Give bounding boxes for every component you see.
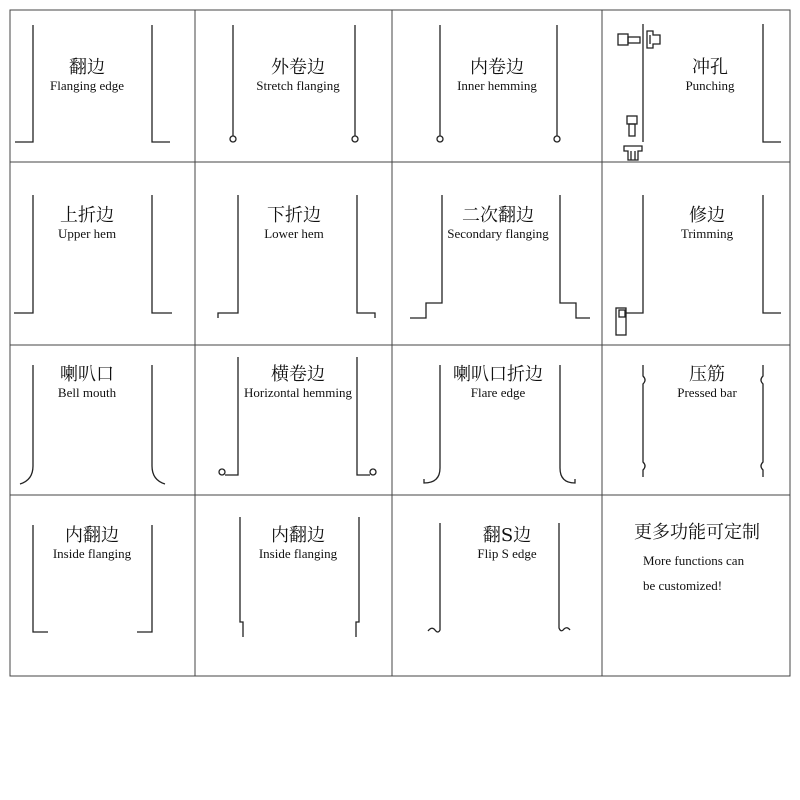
label-en: Trimming <box>680 226 734 241</box>
cell-pressed-bar <box>677 365 737 400</box>
cell-lower-hem <box>264 206 324 241</box>
cell-inside-flanging-2 <box>259 526 337 561</box>
label-zh: 压筋 <box>688 364 725 385</box>
punch-tool-icon <box>618 34 628 45</box>
label-zh: 下折边 <box>267 205 321 226</box>
cell-bell-mouth <box>58 365 116 400</box>
cell-more-functions-title <box>634 523 760 543</box>
cell-flanging-edge <box>50 58 124 93</box>
label-zh: 翻S边 <box>482 525 532 546</box>
cell-inner-hemming <box>457 58 537 93</box>
label-en: Flare edge <box>470 385 526 400</box>
cell-stretch-flanging <box>256 58 339 93</box>
label-zh: 内翻边 <box>271 525 325 546</box>
label-en: Bell mouth <box>57 385 117 400</box>
label-zh: 喇叭口折边 <box>453 364 543 385</box>
label-zh: 冲孔 <box>692 57 728 78</box>
label-zh: 外卷边 <box>271 57 325 78</box>
cell-horizontal-hemming <box>244 365 352 400</box>
punch-tool-icon <box>627 116 637 124</box>
label-en: Inner hemming <box>457 78 537 93</box>
cell-secondary-flanging <box>447 206 548 241</box>
label-en: Pressed bar <box>677 385 737 400</box>
label-zh: 二次翻边 <box>461 205 534 226</box>
label-zh: 上折边 <box>60 205 114 226</box>
cell-upper-hem <box>58 206 116 241</box>
label-en: Flanging edge <box>49 78 125 93</box>
label-zh: 修边 <box>688 205 725 226</box>
cell-trimming <box>681 206 733 241</box>
die-icon <box>624 146 642 160</box>
cell-flare-edge <box>453 365 543 400</box>
more-functions-line-1: More functions can <box>643 553 745 568</box>
cell-punching <box>685 58 734 93</box>
die-icon <box>647 31 660 48</box>
cell-inside-flanging-1 <box>53 526 131 561</box>
label-en: Lower hem <box>264 226 324 241</box>
label-en: Upper hem <box>57 226 117 241</box>
label-zh: 更多功能可定制 <box>634 522 760 543</box>
label-zh: 内翻边 <box>65 525 119 546</box>
cell-flip-s-edge <box>477 526 536 561</box>
grid-lines <box>10 10 790 676</box>
label-en: Inside flanging <box>52 546 132 561</box>
label-en: Flip S edge <box>477 546 537 561</box>
more-functions-line-2: be customized! <box>643 578 723 593</box>
label-en: Horizontal hemming <box>244 385 352 400</box>
label-zh: 喇叭口 <box>59 364 114 385</box>
label-en: Punching <box>685 78 735 93</box>
label-en: Stretch flanging <box>256 78 340 93</box>
label-zh: 内卷边 <box>469 57 524 78</box>
label-en: Inside flanging <box>258 546 338 561</box>
label-zh: 翻边 <box>68 57 105 78</box>
label-en: Secondary flanging <box>447 226 549 241</box>
label-zh: 横卷边 <box>270 364 325 385</box>
